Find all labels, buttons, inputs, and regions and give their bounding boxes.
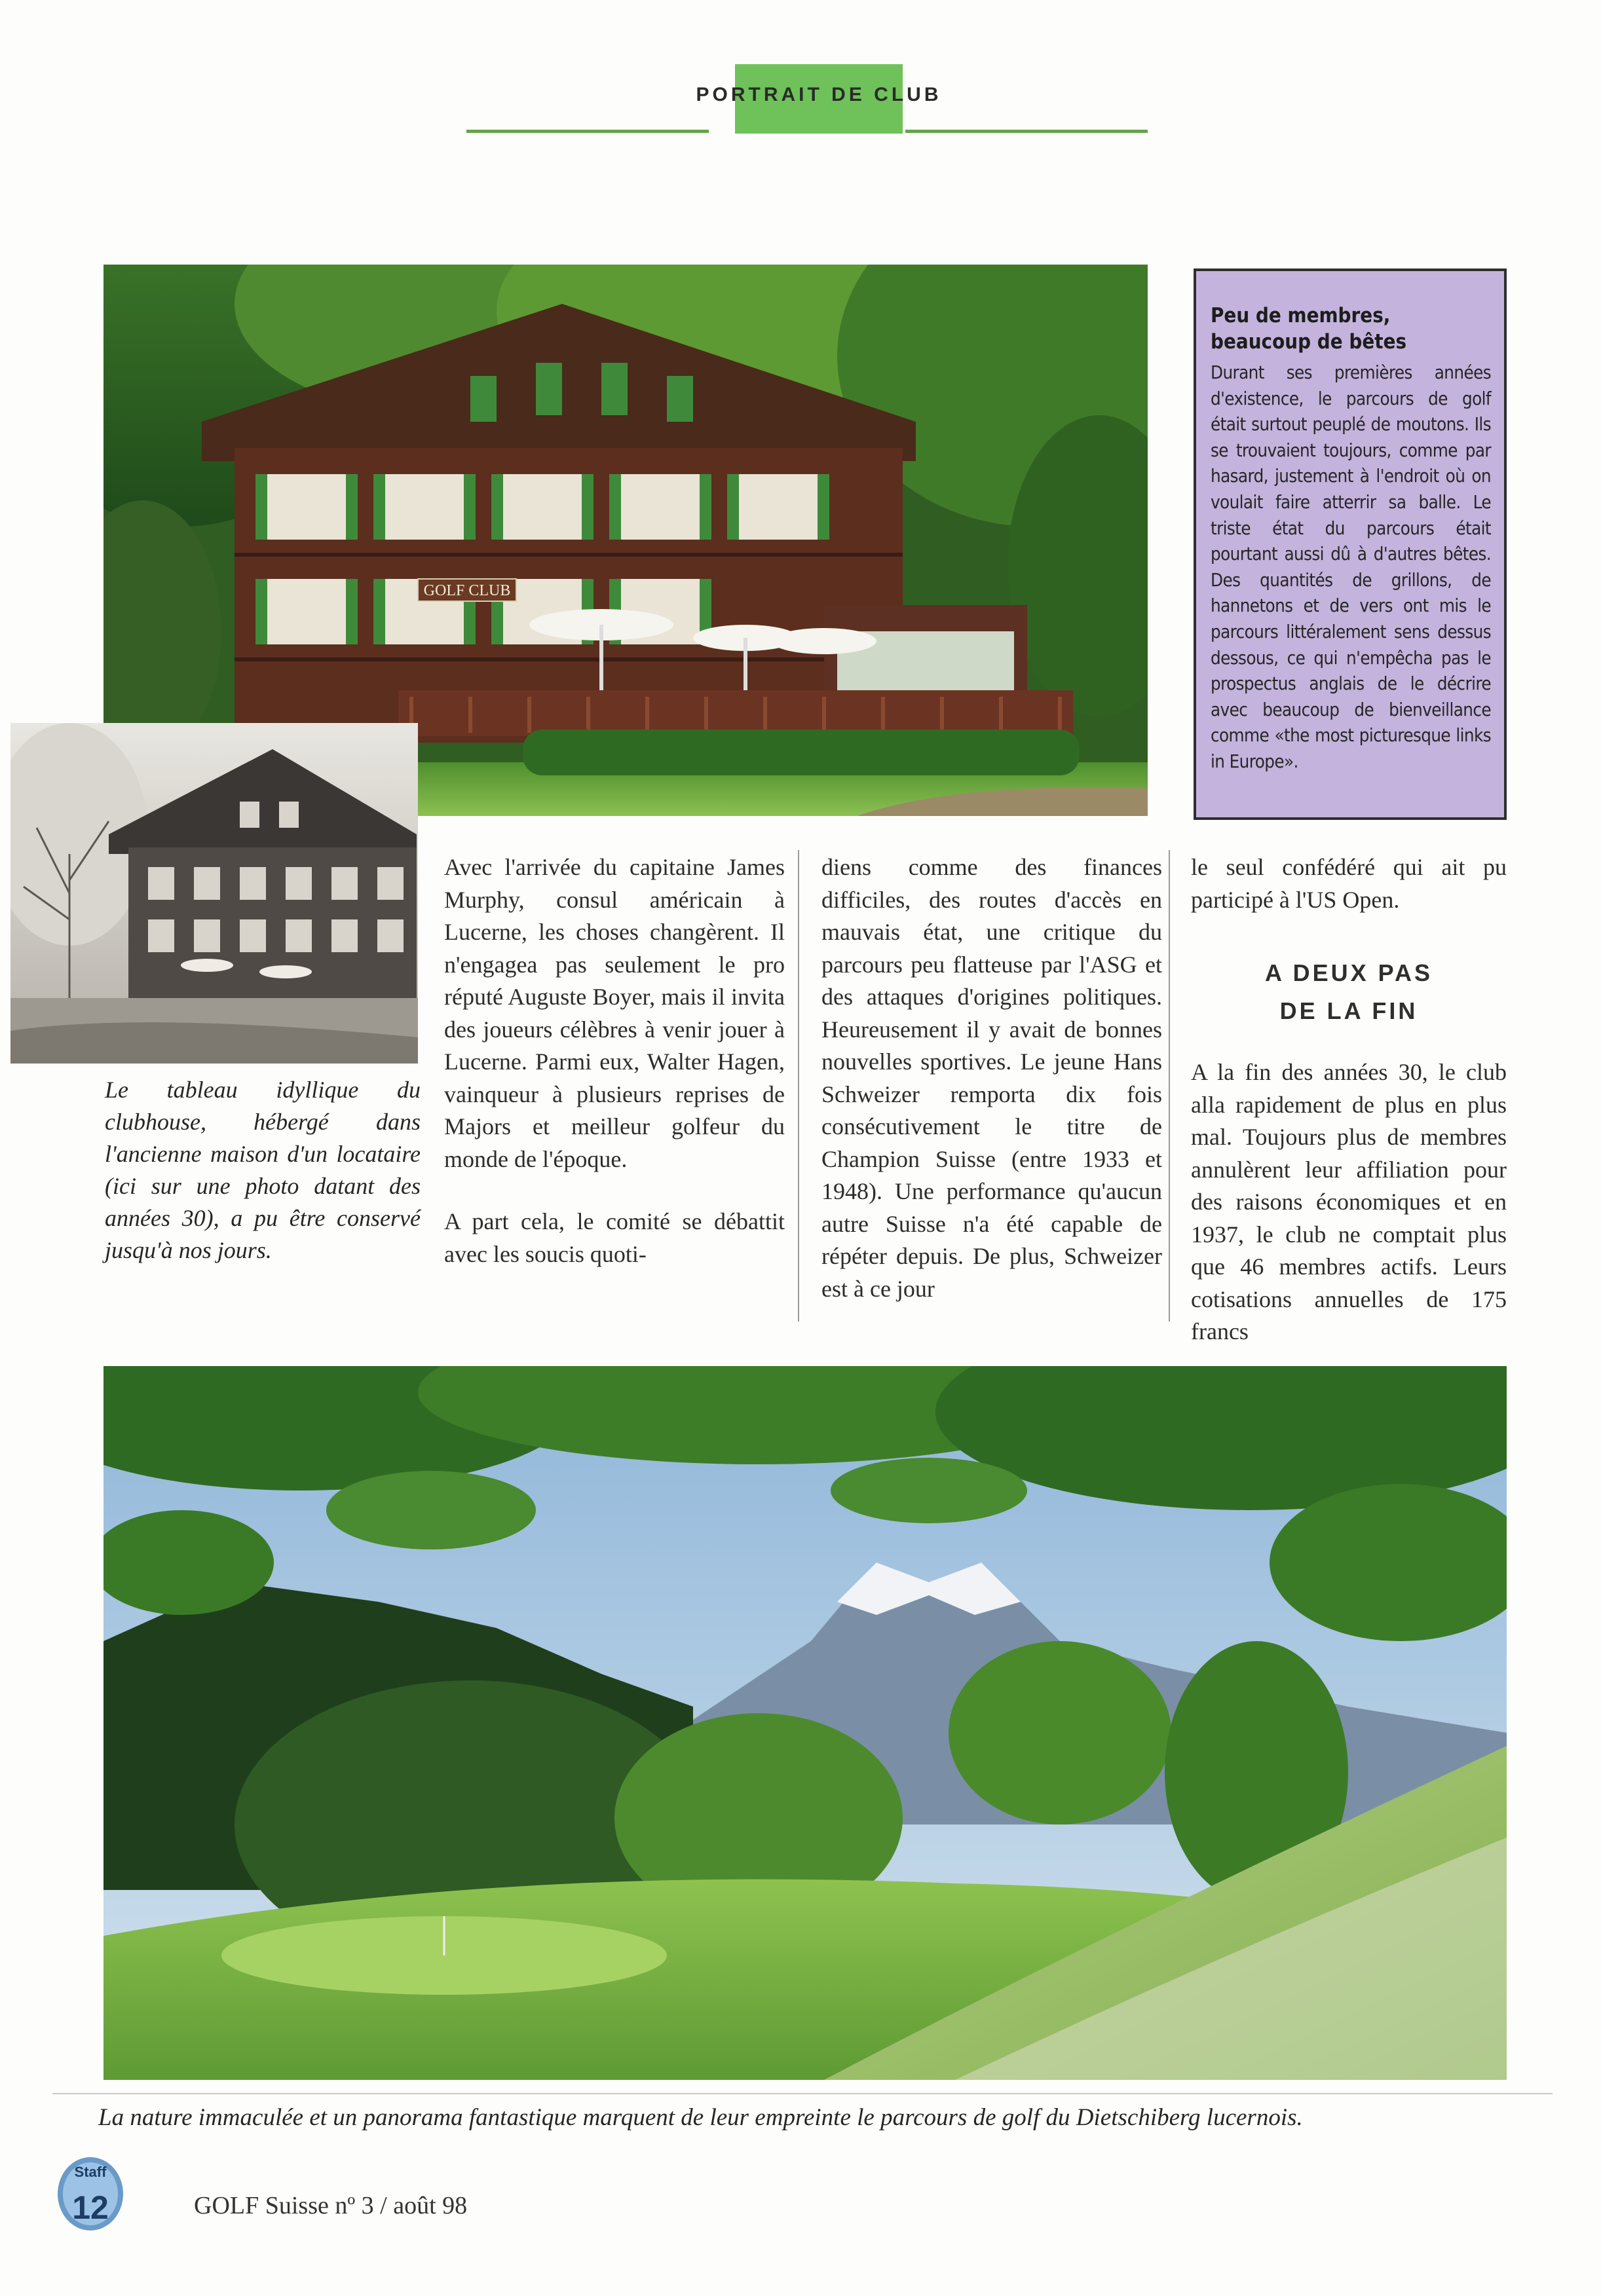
caption-rule	[52, 2093, 1553, 2094]
subheading-line: A DEUX PAS	[1264, 959, 1433, 986]
historic-photo-caption: Le tableau idyllique du clubhouse, hébergé dans l'ancienne maison d'un locataire (ici sur une photo datant des années 30), a pu être conservé jusqu'à nos jours.	[105, 1077, 421, 1263]
section-subheading	[1191, 954, 1507, 1030]
article-paragraph: le seul confédéré qui ait pu participé à l'US Open.	[1191, 854, 1507, 913]
page-number-badge	[55, 2151, 126, 2232]
article-column-3	[1191, 851, 1507, 1379]
article-paragraph: A part cela, le comité se débattit avec les soucis quoti-	[444, 1208, 785, 1267]
badge-brand-text: Staff	[74, 2164, 107, 2180]
historic-clubhouse-photo	[10, 723, 418, 1064]
sidebar-title: Peu de membres, beaucoup de bêtes	[1211, 304, 1407, 354]
subheading-line: DE LA FIN	[1279, 997, 1418, 1024]
article-column-1	[444, 851, 785, 1301]
section-title: PORTRAIT DE CLUB	[696, 84, 942, 105]
sidebar-text: Durant ses premières années d'existence, le parcours de golf était surtout peuplé de moutons. Ils se trouvaient toujours, comme par hasard, justement à l'endroit où on voulait faire atterrir sa balle. Le triste état du parcours était pourtant aussi dû à d'autres bêtes. Des quantités de grillons, de hannetons et de vers ont mis le parcours littéralement sens dessus dessous, ce qui n'empêcha pas le prospectus anglais de le décrire avec beaucoup de bienveillance comme «the most picturesque links in Europe».	[1211, 362, 1491, 772]
sidebar-box	[1194, 268, 1507, 820]
article-paragraph: A la fin des années 30, le club alla rapidement de plus en plus mal. Toujours plus de membres annulèrent leur affiliation pour des raisons économiques et en 1937, le club ne comptait plus que 46 membres actifs. Leurs cotisations annuelles de 175 francs	[1191, 1059, 1507, 1344]
panorama-caption: La nature immaculée et un panorama fantastique marquent de leur empreinte le parcours de golf du Dietschiberg lucernois.	[98, 2104, 1303, 2131]
column-rule	[1169, 850, 1170, 1322]
publication-info: GOLF Suisse nº 3 / août 98	[194, 2192, 468, 2219]
golf-course-panorama-photo	[104, 1366, 1507, 2080]
header-rule-right	[905, 130, 1148, 133]
article-paragraph: diens comme des finances difficiles, des routes d'accès en mauvais état, une critique du parcours peu flatteuse par l'ASG et des attaques d'origines politiques. Heureusement il y avait de bonnes nouvelles sportives. Le jeune Hans Schweizer remporta dix fois consécutivement le titre de Champion Suisse (entre 1933 et 1948). Une performance qu'aucun autre Suisse n'a été capable de répéter depuis. De plus, Schweizer est à ce jour	[821, 854, 1162, 1302]
column-rule	[798, 850, 799, 1322]
article-column-2	[821, 851, 1162, 1335]
header-rule-left	[466, 130, 709, 133]
page-number: 12	[72, 2189, 109, 2226]
article-paragraph: Avec l'arrivée du capitaine James Murphy, consul américain à Lucerne, les choses changèrent. Il n'engagea pas seulement le pro réputé Auguste Boyer, mais il invita des joueurs célèbres à venir jouer à Lucerne. Parmi eux, Walter Hagen, vainqueur à plusieurs reprises de Majors et meilleur golfeur du monde de l'époque.	[444, 854, 785, 1172]
clubhouse-sign: GOLF CLUB	[423, 582, 511, 599]
